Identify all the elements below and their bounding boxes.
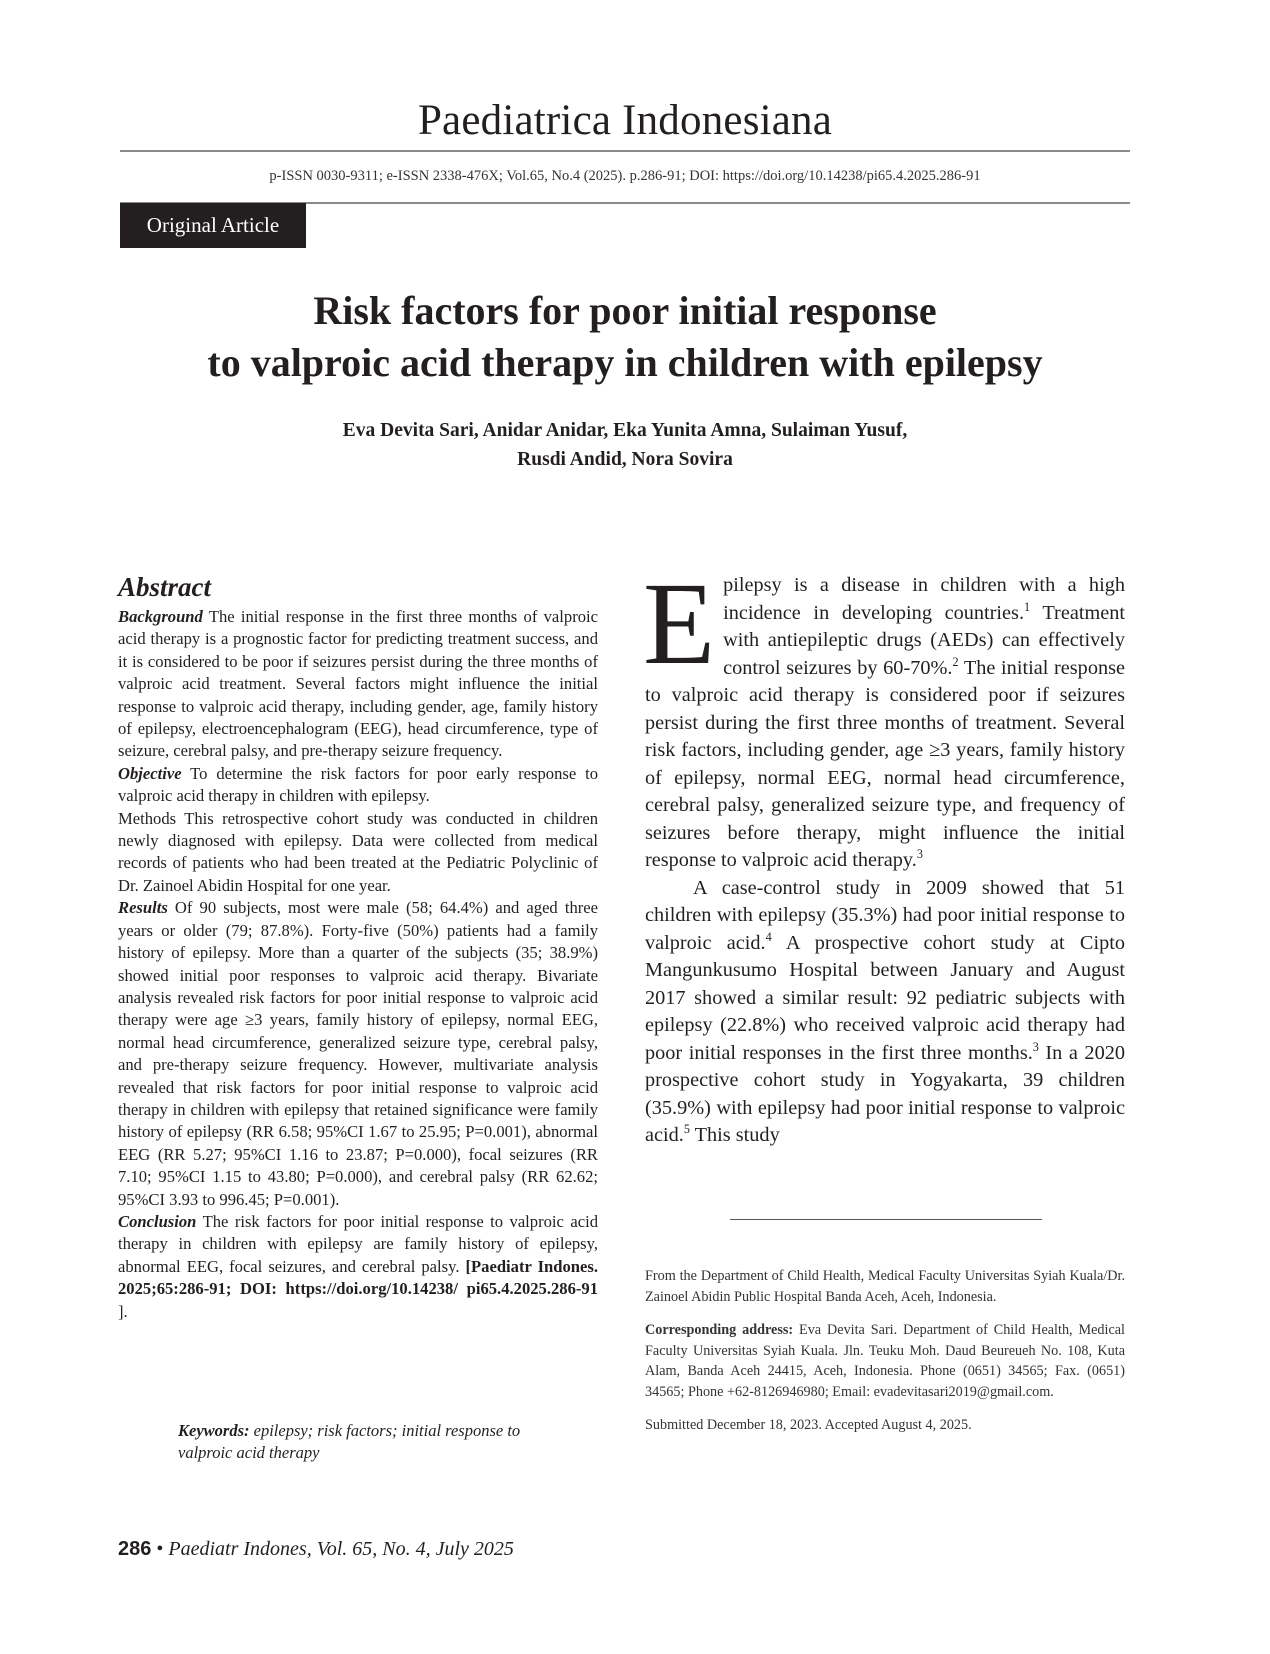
reference-2: 2 [952,654,959,669]
affiliation: From the Department of Child Health, Medical Faculty Universitas Syiah Kuala/Dr. Zainoel Abidin Public Hospital Banda Aceh, Aceh, Indonesia. [645,1268,1125,1305]
text: pilepsy is a disease in children with a high incidence in developing countries. [723,574,1125,624]
reference-5: 5 [683,1122,690,1137]
journal-name: Paediatrica Indonesiana [417,97,833,144]
intro-paragraph-1 [643,558,1126,875]
objective-label: Objective [118,763,182,783]
article-title [0,285,1250,389]
abstract-conclusion [118,1211,598,1323]
background-label: Background [118,607,203,626]
article-type-badge: Original Article [120,203,306,248]
text: A prospective cohort study at Cipto Mangunkusumo Hospital between January and August 2017 showed a similar result: 92 pediatric subjects with epilepsy (22.8%) who received valproic acid therapy had poor initial responses in the first three months. [645,931,1125,1064]
footnote-divider [730,1219,1042,1220]
affiliation-footnote [645,1266,1125,1449]
abstract-heading: Abstract [118,572,212,602]
corresponding-address [645,1320,1125,1402]
abstract-background [118,606,598,763]
conclusion-label: Conclusion [118,1211,197,1231]
citation-end: ]. [118,1301,128,1321]
authors-line-2: Rusdi Andid, Nora Sovira [517,449,733,470]
drop-cap: E [643,558,716,689]
conclusion-text: The risk factors for poor initial response to valproic acid therapy in children with epilepsy are family history of epilepsy, abnormal EEG, focal seizures, and cerebral palsy. [118,1211,598,1276]
abstract-objective [118,763,598,808]
footer-bullet: • [151,1538,169,1560]
background-text: The initial response in the first three months of valproic acid therapy is a prognostic factor for predicting treatment success, and it is considered to be poor if seizures persist during the three months of valproic acid treatment. Several factors might influence the initial response to valproic acid therapy, including gender, age, family history of epilepsy, electroencephalogram (EEG), head circumference, type of seizure, cerebral palsy, and pre-therapy seizure frequency. [118,607,598,761]
submission-dates: Submitted December 18, 2023. Accepted August 4, 2025. [645,1417,972,1433]
issn-doi-line: p-ISSN 0030-9311; e-ISSN 2338-476X; Vol.65, No.4 (2025). p.286-91; DOI: https://doi.org/10.14238/pi65.4.2025.286-91 [269,168,981,184]
objective-text: To determine the risk factors for poor early response to valproic acid therapy in children with epilepsy. [118,763,598,806]
keywords-text: epilepsy; risk factors; initial response to valproic acid therapy [178,1421,521,1462]
citation-doi-link[interactable]: [Paediatr Indones. 2025;65:286-91; DOI: https://doi.org/10.14238/ pi65.4.2025.286-91 [118,1256,598,1299]
reference-3: 3 [916,847,923,862]
corresponding-text: Eva Devita Sari. Department of Child Health, Medical Faculty Universitas Syiah Kuala. Jln. Teuku Moh. Daud Beureueh No. 108, Kuta Alam, Banda Aceh 24415, Aceh, Indonesia. Phone (0651) 34565; Fax. (0651) 34565; Phone +62-8126946980; Email: evadevitasari2019@gmail.com. [645,1322,1125,1400]
text: This study [689,1124,780,1146]
abstract-results [118,897,598,1211]
reference-3: 3 [1032,1039,1039,1054]
title-line-2: to valproic acid therapy in children with epilepsy [207,340,1043,385]
results-label: Results [118,898,168,918]
introduction-body [643,558,1126,1150]
page-number: 286 [118,1538,152,1560]
header-rule-top [120,150,1130,152]
text: The initial response to valproic acid therapy is considered poor if seizures persist during the first three months of treatment. Several risk factors, including gender, age ≥3 years, family history of epilepsy, normal EEG, normal head circumference, cerebral palsy, generalized seizure type, and frequency of seizures before therapy, might influence the initial response to valproic acid therapy. [645,656,1125,871]
reference-1: 1 [1024,599,1031,614]
text: A case-control study in 2009 showed that 51 children with epilepsy (35.3%) had poor initial response to valproic acid. [645,876,1125,954]
text: In a 2020 prospective cohort study in Yogyakarta, 39 children (35.9%) with epilepsy had poor initial response to valproic acid. [645,1041,1125,1146]
authors-line-1: Eva Devita Sari, Anidar Anidar, Eka Yunita Amna, Sulaiman Yusuf, [342,420,908,441]
footer-citation: Paediatr Indones, Vol. 65, No. 4, July 2025 [168,1538,514,1560]
keywords-label: Keywords: [178,1421,250,1440]
page-footer [118,1538,514,1561]
abstract-methods: Methods This retrospective cohort study was conducted in children newly diagnosed with epilepsy. Data were collected from medical records of patients who had been treated at the Pediatric Polyclinic of Dr. Zainoel Abidin Hospital for one year. [118,808,598,895]
title-line-1: Risk factors for poor initial response [313,288,937,333]
text: Treatment with antiepileptic drugs (AEDs) can effectively control seizures by 60-70%. [723,601,1126,679]
author-list [0,416,1250,474]
corresponding-label: Corresponding address: [645,1322,794,1338]
abstract-body [118,606,598,1323]
results-text: Of 90 subjects, most were male (58; 64.4%) and aged three years or older (79; 87.8%). Forty-five (50%) patients had a family history of epilepsy. More than a quarter of the subjects (35; 38.9%) showed initial poor responses to valproic acid therapy. Bivariate analysis revealed risk factors for poor initial response to valproic acid therapy were age ≥3 years, family history of epilepsy, normal EEG, normal head circumference, generalized seizure type, cerebral palsy, and pre-therapy seizure frequency. However, multivariate analysis revealed that risk factors for poor initial response to valproic acid therapy in children with epilepsy that retained significance were family history of epilepsy (RR 6.58; 95%CI 1.67 to 25.95; P=0.001), abnormal EEG (RR 5.27; 95%CI 1.16 to 23.87; P=0.000), focal seizures (RR 7.10; 95%CI 1.15 to 43.80; P=0.000), and cerebral palsy (RR 62.62; 95%CI 3.93 to 996.45; P=0.001). [118,898,598,1209]
reference-4: 4 [765,929,772,944]
keywords [178,1420,578,1464]
intro-paragraph-2 [645,875,1125,1150]
